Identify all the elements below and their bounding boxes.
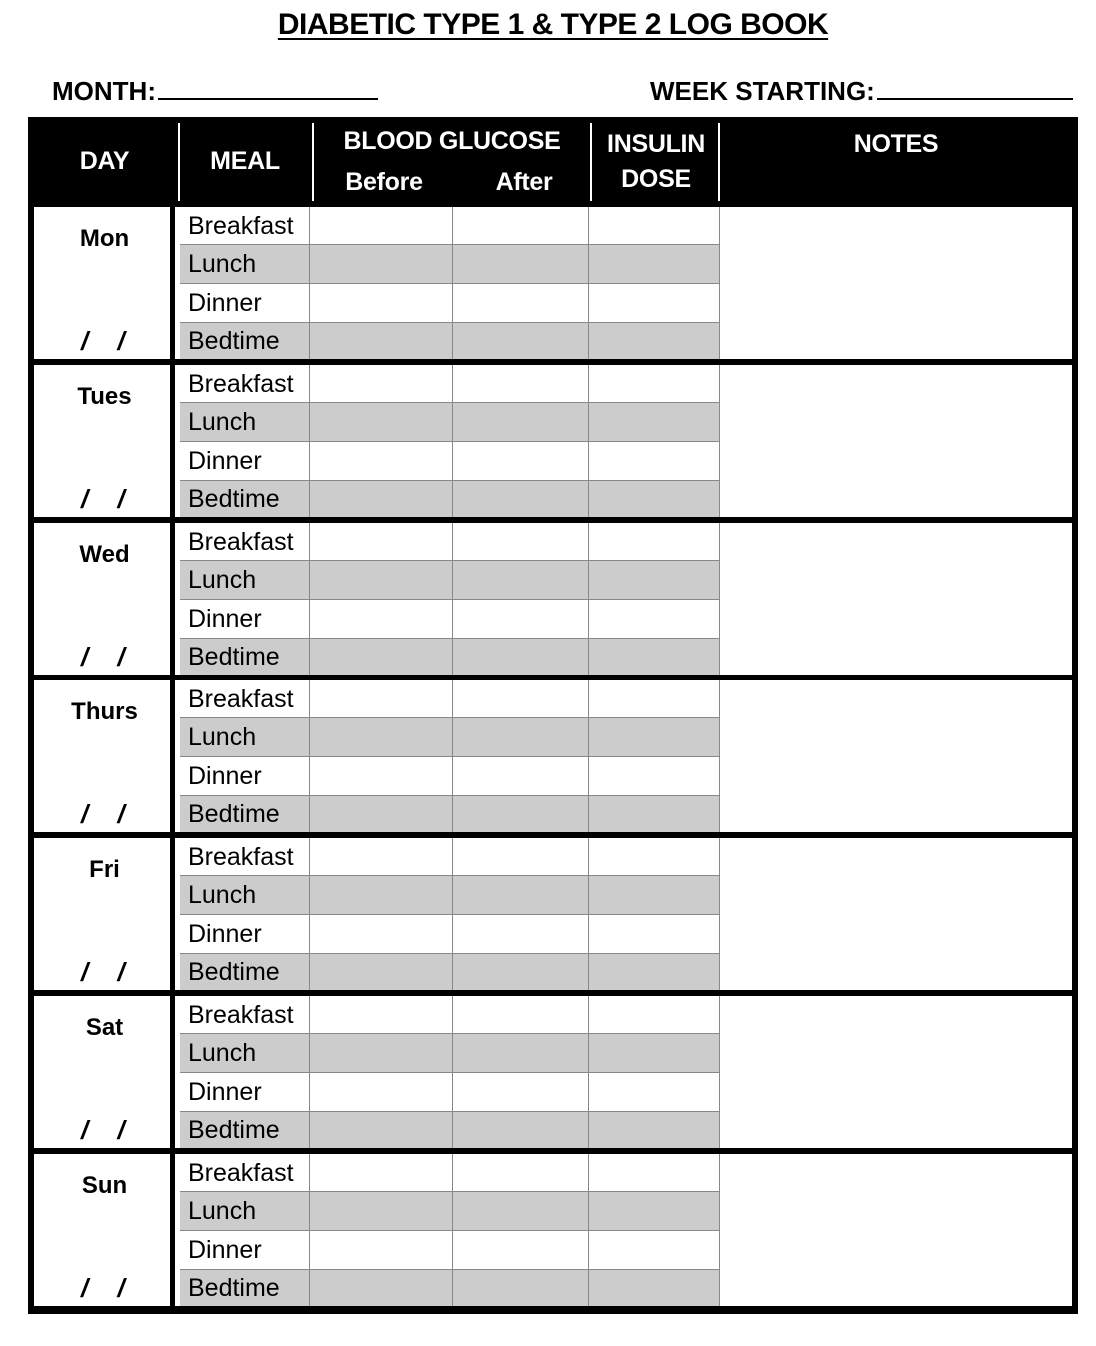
glucose-after-cell[interactable] xyxy=(453,1154,589,1191)
insulin-dose-cell[interactable] xyxy=(589,796,720,832)
meal-label: Bedtime xyxy=(180,1112,310,1148)
date-placeholder[interactable]: / / xyxy=(81,326,136,356)
meal-label: Lunch xyxy=(180,876,310,914)
glucose-before-cell[interactable] xyxy=(310,639,453,675)
meal-row-breakfast xyxy=(180,523,720,561)
date-placeholder[interactable]: / / xyxy=(81,1115,136,1145)
meal-label: Breakfast xyxy=(180,523,310,560)
glucose-after-cell[interactable] xyxy=(453,1270,589,1306)
glucose-before-cell[interactable] xyxy=(310,442,453,480)
page-title xyxy=(0,8,1096,42)
insulin-dose-cell[interactable] xyxy=(589,245,720,283)
day-block-fri xyxy=(34,838,1072,990)
glucose-before-cell[interactable] xyxy=(310,284,453,322)
glucose-after-cell[interactable] xyxy=(453,561,589,599)
meal-label: Lunch xyxy=(180,718,310,756)
meal-label: Dinner xyxy=(180,915,310,953)
header-blood-glucose: BLOOD GLUCOSE xyxy=(343,127,561,155)
insulin-dose-cell[interactable] xyxy=(589,1270,720,1306)
meal-row-lunch xyxy=(180,1192,720,1231)
meal-label: Dinner xyxy=(180,757,310,795)
glucose-before-cell[interactable] xyxy=(310,481,453,517)
meal-row-lunch xyxy=(180,561,720,600)
glucose-before-cell[interactable] xyxy=(310,561,453,599)
day-block-sat xyxy=(34,996,1072,1148)
glucose-before-cell[interactable] xyxy=(310,1231,453,1269)
day-cell[interactable] xyxy=(34,996,175,1148)
meal-label: Lunch xyxy=(180,403,310,441)
insulin-dose-cell[interactable] xyxy=(589,207,720,244)
meal-label: Breakfast xyxy=(180,838,310,875)
glucose-before-cell[interactable] xyxy=(310,1034,453,1072)
header-day: DAY xyxy=(79,147,130,175)
day-name: Fri xyxy=(89,856,120,884)
glucose-after-cell[interactable] xyxy=(453,207,589,244)
meal-row-breakfast xyxy=(180,1154,720,1192)
meal-label: Dinner xyxy=(180,1231,310,1269)
glucose-after-cell[interactable] xyxy=(453,915,589,953)
glucose-before-cell[interactable] xyxy=(310,680,453,717)
insulin-dose-cell[interactable] xyxy=(589,442,720,480)
meal-row-dinner xyxy=(180,1073,720,1112)
date-placeholder[interactable]: / / xyxy=(81,483,136,514)
meal-row-breakfast xyxy=(180,207,720,245)
glucose-after-cell[interactable] xyxy=(453,1192,589,1230)
glucose-before-cell[interactable] xyxy=(310,915,453,953)
glucose-before-cell[interactable] xyxy=(310,796,453,832)
day-cell[interactable] xyxy=(34,365,175,517)
meal-label: Dinner xyxy=(180,442,310,480)
glucose-after-cell[interactable] xyxy=(453,876,589,914)
glucose-before-cell[interactable] xyxy=(310,1270,453,1306)
meal-row-lunch xyxy=(180,876,720,915)
meal-label: Breakfast xyxy=(180,207,310,244)
meal-row-bedtime xyxy=(180,323,720,359)
notes-cell[interactable] xyxy=(720,680,1072,832)
header-dose: DOSE xyxy=(621,165,691,193)
glucose-before-cell[interactable] xyxy=(310,757,453,795)
meal-row-bedtime xyxy=(180,481,720,517)
meal-row-breakfast xyxy=(180,996,720,1034)
day-cell[interactable] xyxy=(34,207,175,359)
meal-label: Lunch xyxy=(180,561,310,599)
glucose-after-cell[interactable] xyxy=(453,718,589,756)
title-text: DIABETIC TYPE 1 & TYPE 2 LOG BOOK xyxy=(277,8,829,41)
glucose-before-cell[interactable] xyxy=(310,403,453,441)
meal-row-bedtime xyxy=(180,1112,720,1148)
meal-label: Bedtime xyxy=(180,954,310,990)
glucose-after-cell[interactable] xyxy=(453,442,589,480)
day-block-thurs xyxy=(34,680,1072,832)
glucose-before-cell[interactable] xyxy=(310,718,453,756)
day-cell[interactable] xyxy=(34,1154,175,1306)
glucose-before-cell[interactable] xyxy=(310,245,453,283)
day-cell[interactable] xyxy=(34,680,175,832)
insulin-dose-cell[interactable] xyxy=(589,639,720,675)
date-placeholder[interactable]: / / xyxy=(81,1272,136,1303)
day-block-tues xyxy=(34,365,1072,517)
notes-cell[interactable] xyxy=(720,838,1072,990)
glucose-after-cell[interactable] xyxy=(453,757,589,795)
day-name: Tues xyxy=(77,382,132,410)
notes-cell[interactable] xyxy=(720,1154,1072,1306)
meal-row-breakfast xyxy=(180,838,720,876)
insulin-dose-cell[interactable] xyxy=(589,954,720,990)
insulin-dose-cell[interactable] xyxy=(589,1231,720,1269)
glucose-after-cell[interactable] xyxy=(453,796,589,832)
meal-label: Bedtime xyxy=(180,323,310,359)
meal-row-dinner xyxy=(180,915,720,954)
meal-label: Bedtime xyxy=(180,481,310,517)
glucose-after-cell[interactable] xyxy=(453,639,589,675)
day-name: Wed xyxy=(79,540,130,568)
day-block-mon xyxy=(34,207,1072,359)
insulin-dose-cell[interactable] xyxy=(589,1192,720,1230)
week-starting-label: WEEK STARTING: xyxy=(650,76,875,106)
meal-row-dinner xyxy=(180,442,720,481)
insulin-dose-cell[interactable] xyxy=(589,600,720,638)
glucose-before-cell[interactable] xyxy=(310,838,453,875)
insulin-dose-cell[interactable] xyxy=(589,481,720,517)
glucose-after-cell[interactable] xyxy=(453,365,589,402)
day-block-sun xyxy=(34,1154,1072,1306)
glucose-after-cell[interactable] xyxy=(453,680,589,717)
glucose-before-cell[interactable] xyxy=(310,523,453,560)
insulin-dose-cell[interactable] xyxy=(589,1034,720,1072)
notes-cell[interactable] xyxy=(720,207,1072,359)
meal-row-dinner xyxy=(180,284,720,323)
meal-label: Breakfast xyxy=(180,1154,310,1191)
insulin-dose-cell[interactable] xyxy=(589,718,720,756)
meal-label: Lunch xyxy=(180,1034,310,1072)
insulin-dose-cell[interactable] xyxy=(589,1112,720,1148)
meal-label: Bedtime xyxy=(180,639,310,675)
header-before: Before xyxy=(345,168,423,196)
day-cell[interactable] xyxy=(34,838,175,990)
day-name: Sun xyxy=(81,1171,128,1199)
glucose-after-cell[interactable] xyxy=(453,1034,589,1072)
insulin-dose-cell[interactable] xyxy=(589,915,720,953)
meal-row-lunch xyxy=(180,1034,720,1073)
insulin-dose-cell[interactable] xyxy=(589,323,720,359)
insulin-dose-cell[interactable] xyxy=(589,996,720,1033)
meal-row-dinner xyxy=(180,757,720,796)
glucose-before-cell[interactable] xyxy=(310,1112,453,1148)
insulin-dose-cell[interactable] xyxy=(589,403,720,441)
meal-row-bedtime xyxy=(180,954,720,990)
month-field[interactable] xyxy=(52,70,378,107)
meal-row-lunch xyxy=(180,403,720,442)
glucose-after-cell[interactable] xyxy=(453,403,589,441)
meal-row-bedtime xyxy=(180,1270,720,1306)
meal-row-dinner xyxy=(180,1231,720,1270)
notes-cell[interactable] xyxy=(720,523,1072,675)
glucose-before-cell[interactable] xyxy=(310,954,453,990)
insulin-dose-cell[interactable] xyxy=(589,523,720,560)
glucose-before-cell[interactable] xyxy=(310,1073,453,1111)
meal-label: Dinner xyxy=(180,284,310,322)
meal-label: Breakfast xyxy=(180,996,310,1033)
day-block-wed xyxy=(34,523,1072,675)
meal-label: Dinner xyxy=(180,600,310,638)
header-notes: NOTES xyxy=(853,130,939,158)
day-cell[interactable] xyxy=(34,523,175,675)
insulin-dose-cell[interactable] xyxy=(589,284,720,322)
meal-row-dinner xyxy=(180,600,720,639)
meal-row-breakfast xyxy=(180,365,720,403)
glucose-after-cell[interactable] xyxy=(453,954,589,990)
notes-cell[interactable] xyxy=(720,996,1072,1148)
glucose-after-cell[interactable] xyxy=(453,481,589,517)
glucose-after-cell[interactable] xyxy=(453,600,589,638)
notes-cell[interactable] xyxy=(720,365,1072,517)
glucose-after-cell[interactable] xyxy=(453,1231,589,1269)
glucose-before-cell[interactable] xyxy=(310,876,453,914)
insulin-dose-cell[interactable] xyxy=(589,1073,720,1111)
header-after: After xyxy=(495,168,553,196)
month-label: MONTH: xyxy=(52,76,156,106)
meal-row-bedtime xyxy=(180,639,720,675)
glucose-before-cell[interactable] xyxy=(310,365,453,402)
log-table xyxy=(28,117,1078,1314)
day-name: Sat xyxy=(85,1014,124,1041)
glucose-before-cell[interactable] xyxy=(310,1154,453,1191)
day-name: Mon xyxy=(79,225,130,252)
insulin-dose-cell[interactable] xyxy=(589,876,720,914)
meal-label: Bedtime xyxy=(180,796,310,832)
glucose-after-cell[interactable] xyxy=(453,996,589,1033)
glucose-before-cell[interactable] xyxy=(310,1192,453,1230)
glucose-before-cell[interactable] xyxy=(310,207,453,244)
glucose-after-cell[interactable] xyxy=(453,245,589,283)
insulin-dose-cell[interactable] xyxy=(589,561,720,599)
date-placeholder[interactable]: / / xyxy=(81,957,136,988)
week-starting-blank[interactable] xyxy=(877,70,1073,100)
glucose-after-cell[interactable] xyxy=(453,838,589,875)
meal-label: Lunch xyxy=(180,245,310,283)
day-name: Thurs xyxy=(71,698,138,726)
glucose-before-cell[interactable] xyxy=(310,996,453,1033)
meal-row-breakfast xyxy=(180,680,720,718)
meal-row-lunch xyxy=(180,245,720,284)
meal-label: Bedtime xyxy=(180,1270,310,1306)
date-placeholder[interactable]: / / xyxy=(81,641,136,672)
glucose-before-cell[interactable] xyxy=(310,323,453,359)
glucose-after-cell[interactable] xyxy=(453,284,589,322)
meal-row-lunch xyxy=(180,718,720,757)
insulin-dose-cell[interactable] xyxy=(589,680,720,717)
date-placeholder[interactable]: / / xyxy=(81,799,136,830)
glucose-after-cell[interactable] xyxy=(453,1112,589,1148)
insulin-dose-cell[interactable] xyxy=(589,1154,720,1191)
insulin-dose-cell[interactable] xyxy=(589,365,720,402)
week-starting-field[interactable] xyxy=(650,70,1073,107)
insulin-dose-cell[interactable] xyxy=(589,757,720,795)
header-insulin: INSULIN xyxy=(607,130,705,158)
glucose-before-cell[interactable] xyxy=(310,600,453,638)
insulin-dose-cell[interactable] xyxy=(589,838,720,875)
glucose-after-cell[interactable] xyxy=(453,523,589,560)
glucose-after-cell[interactable] xyxy=(453,323,589,359)
meal-row-bedtime xyxy=(180,796,720,832)
meal-label: Breakfast xyxy=(180,680,310,717)
meal-label: Breakfast xyxy=(180,365,310,402)
glucose-after-cell[interactable] xyxy=(453,1073,589,1111)
header-meal: MEAL xyxy=(210,147,280,175)
meal-label: Lunch xyxy=(180,1192,310,1230)
month-blank[interactable] xyxy=(158,70,378,100)
meal-label: Dinner xyxy=(180,1073,310,1111)
